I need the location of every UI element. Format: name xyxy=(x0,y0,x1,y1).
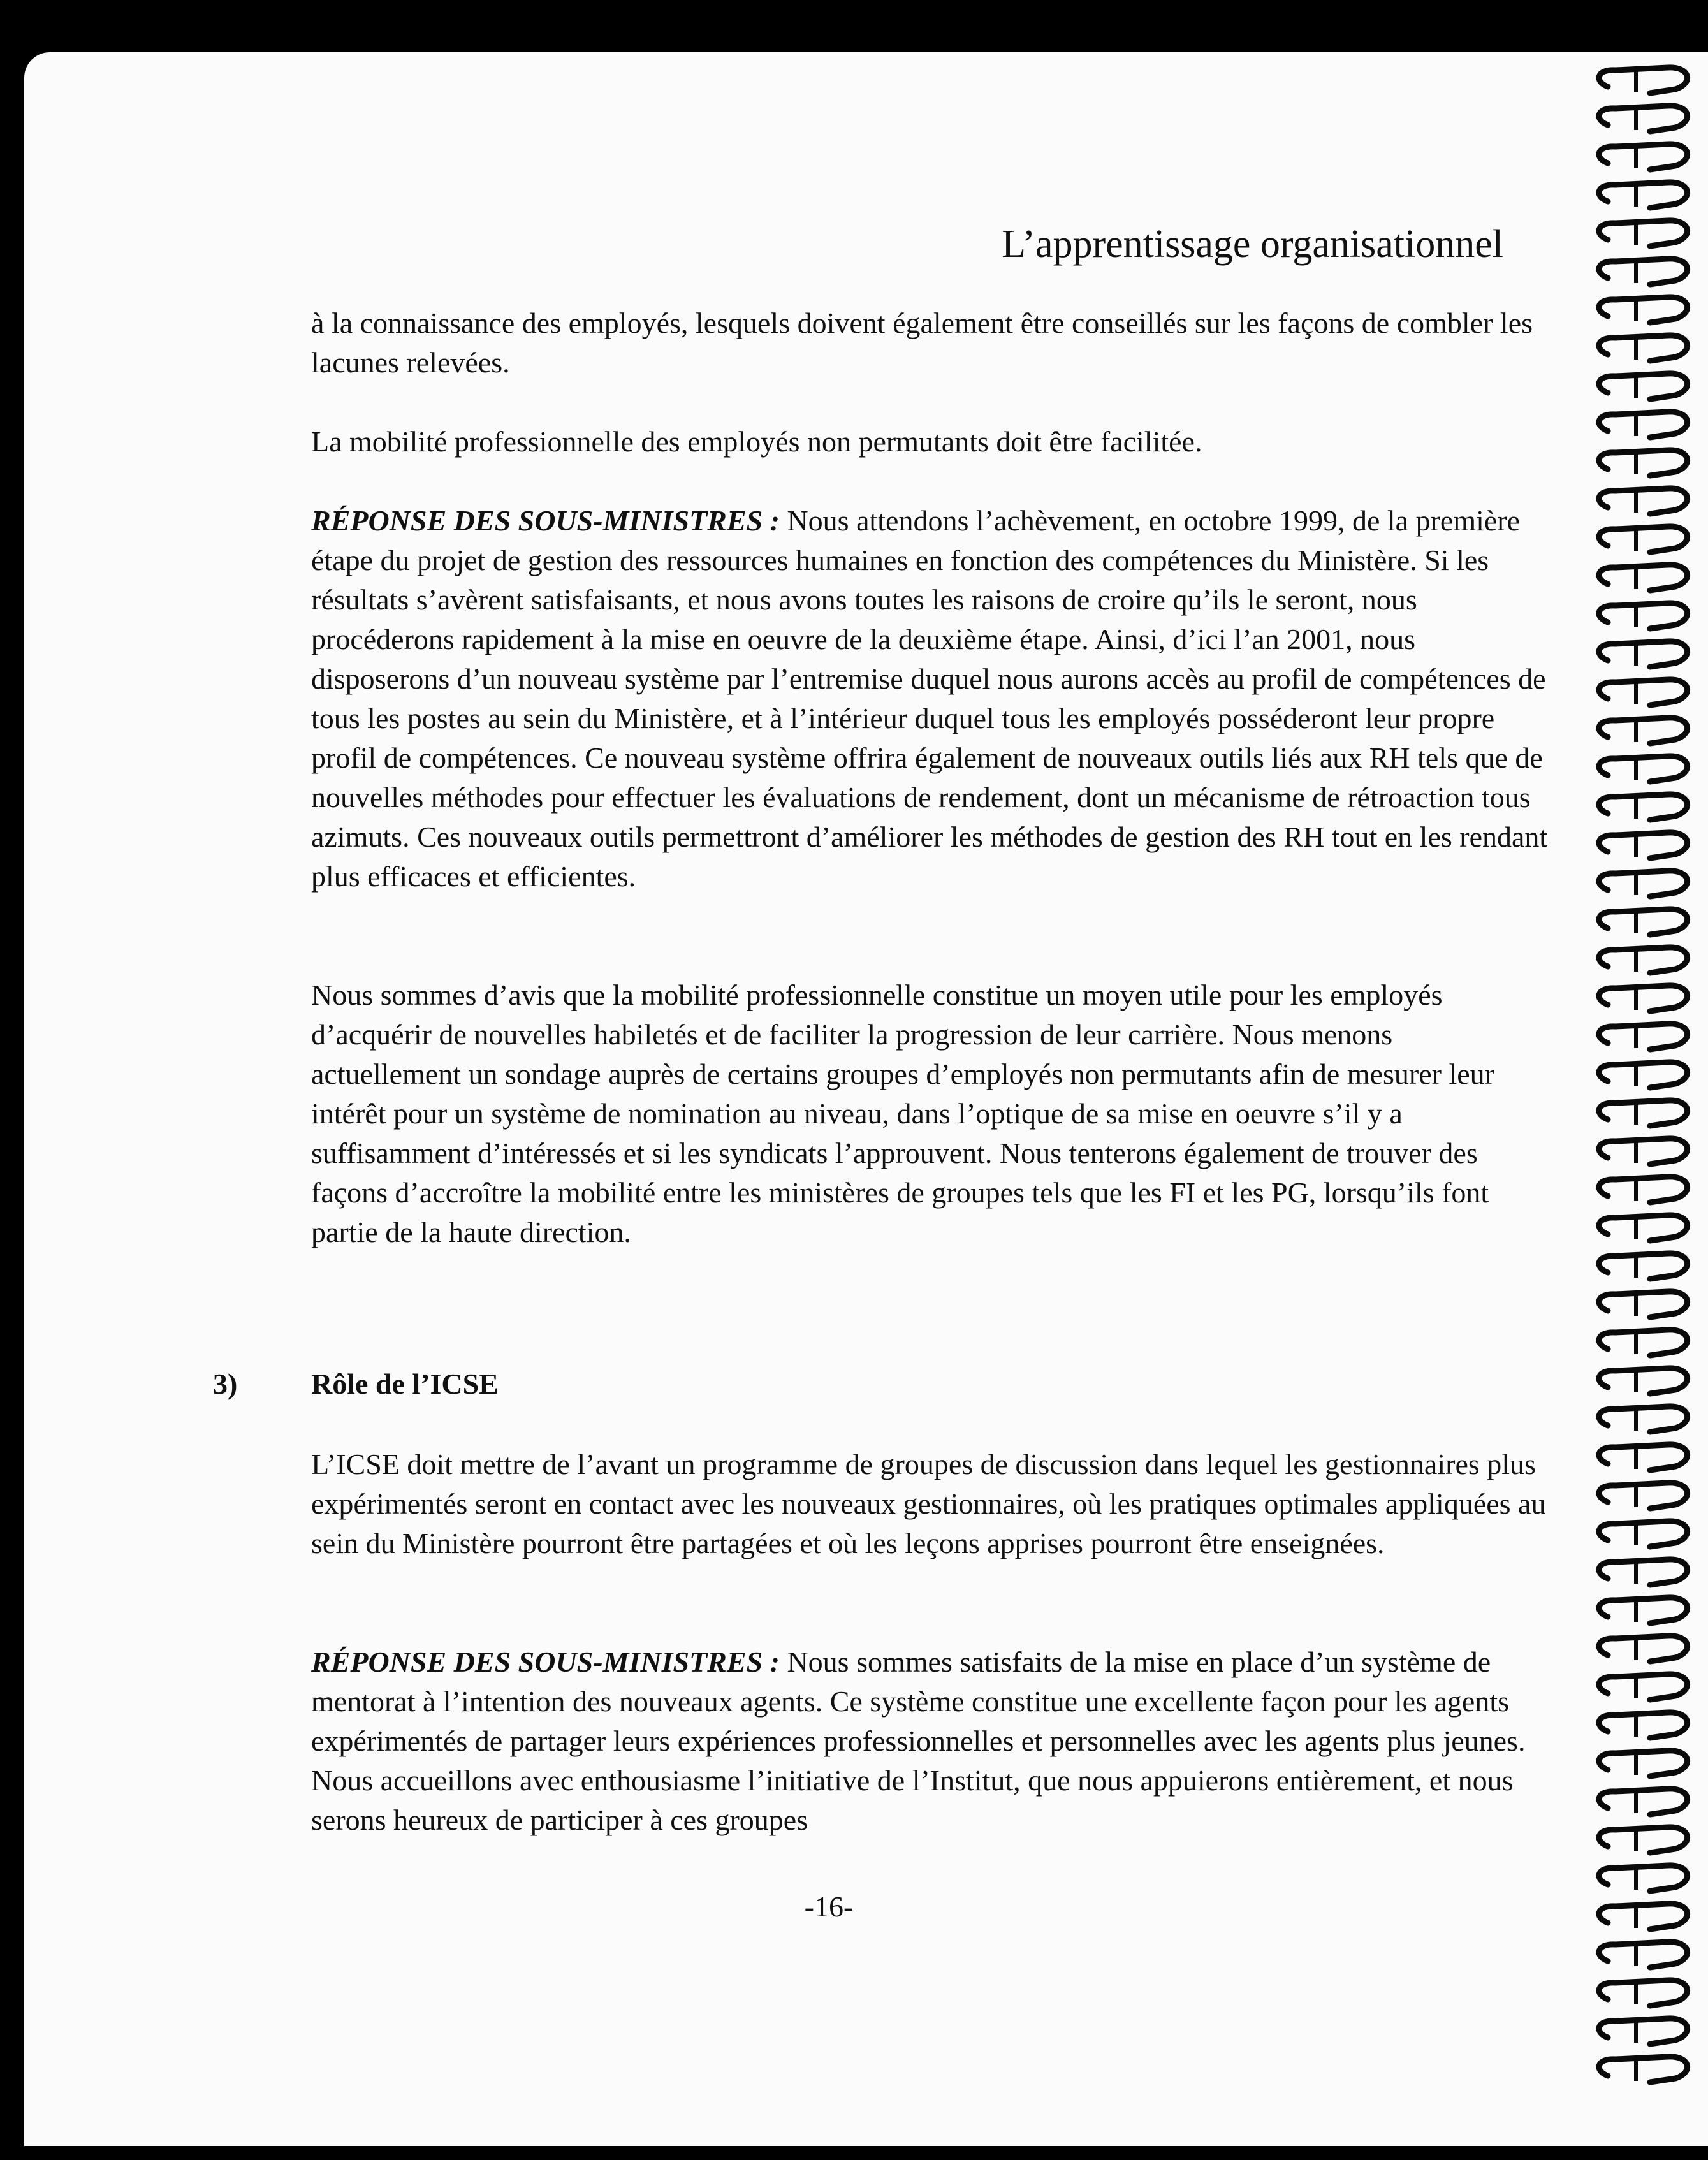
binding-coil xyxy=(1599,527,1688,552)
binding-coil xyxy=(1599,641,1688,667)
binding-coil xyxy=(1599,1330,1688,1355)
response-label: RÉPONSE DES SOUS-MINISTRES : xyxy=(311,504,780,537)
binding-coil xyxy=(1599,1445,1688,1470)
binding-coil xyxy=(1599,833,1688,858)
binding-coil xyxy=(1599,909,1688,935)
page-number: -16- xyxy=(804,1890,854,1923)
response-text: Nous attendons l’achèvement, en octobre 1999, de la première étape du projet de gestion des ressources humaines en fonction des compétences du Ministère. Si les résultats s’avèrent satisfaisants, et nous avons toutes les raisons de croire qu’ils le seront, nous procéderons rapidement à la mise en oeuvre de la deuxième étape. Ainsi, d’ici l’an 2001, nous disposerons d’un nouveau système par l’entremise duquel nous aurons accès au profil de compétences de tous les postes au sein du Ministère, et à l’intérieur duquel tous les employés posséderont leur propre profil de compétences. Ce nouveau système offrira également de nouveaux outils liés aux RH tels que de nouvelles méthodes pour effectuer les évaluations de rendement, dont un mécanisme de rétroaction tous azimuts. Ces nouveaux outils permettront d’améliorer les méthodes de gestion des RH tout en les rendant plus efficaces et efficientes. xyxy=(311,504,1548,893)
response-text: Nous sommes satisfaits de la mise en place d’un système de mentorat à l’intention des nouveaux agents. Ce système constitue une excellente façon pour les agents expérimentés de partager leurs expériences professionnelles et personnelles avec les agents plus jeunes. Nous accueillons avec enthousiasme l’initiative de l’Institut, que nous appuierons entièrement, et nous serons heureux de participer à ces groupes xyxy=(311,1646,1526,1836)
binding-coil xyxy=(1599,182,1688,208)
binding-coil xyxy=(1599,1215,1688,1241)
binding-coil xyxy=(1599,106,1688,131)
binding-coil xyxy=(1599,1827,1688,1853)
binding-coil xyxy=(1599,1521,1688,1547)
binding-coil xyxy=(1599,680,1688,705)
binding-coil xyxy=(1599,68,1688,93)
binding-coil xyxy=(1599,947,1688,973)
binding-coil xyxy=(1599,603,1688,629)
binding-coil xyxy=(1599,144,1688,170)
binding-coil xyxy=(1599,1024,1688,1049)
binding-coil xyxy=(1599,1177,1688,1202)
binding-coil xyxy=(1599,1674,1688,1700)
binding-coil xyxy=(1599,1368,1688,1394)
binding-coil xyxy=(1599,871,1688,896)
binding-coil xyxy=(1599,374,1688,399)
binding-coil xyxy=(1599,1636,1688,1661)
binding-coil xyxy=(1599,1100,1688,1126)
binding-coil xyxy=(1599,450,1688,476)
binding-coil xyxy=(1599,986,1688,1011)
binding-coil xyxy=(1599,488,1688,514)
paragraph-recommendation-mobility: La mobilité professionnelle des employés non permutants doit être facilitée. xyxy=(311,425,1202,458)
binding-coil xyxy=(1599,259,1688,284)
binding-coil xyxy=(1599,1406,1688,1432)
binding-coil xyxy=(1599,1253,1688,1279)
paragraph-intro: à la connaissance des employés, lesquels doivent également être conseillés sur les façons de combler les lacunes relevées. xyxy=(311,307,1533,379)
binding-coil xyxy=(1599,1712,1688,1738)
binding-coil xyxy=(1599,297,1688,323)
paragraph-recommendation-icse: L’ICSE doit mettre de l’avant un programme de groupes de discussion dans lequel les gestionnaires plus expérimentés seront en contact avec les nouveaux gestionnaires, où les pratiques optimales appliquées au sein du Ministère pourront être partagées et où les leçons apprises pourront être enseignées. xyxy=(311,1448,1546,1559)
binding-coil xyxy=(1599,1904,1688,1929)
scan-bottom-edge xyxy=(0,2146,1708,2160)
running-head: L’apprentissage organisationnel xyxy=(1002,223,1503,266)
binding-coil xyxy=(1599,335,1688,361)
section-number: 3) xyxy=(213,1368,238,1400)
binding-coil xyxy=(1599,1942,1688,1967)
binding-coil xyxy=(1599,1139,1688,1164)
binding-coil xyxy=(1599,2018,1688,2044)
binding-coil xyxy=(1599,756,1688,782)
binding-coil xyxy=(1599,565,1688,590)
paragraph-response-1 xyxy=(311,501,1548,896)
spiral-binding-icon xyxy=(1594,57,1708,2123)
binding-coil xyxy=(1599,412,1688,437)
binding-coil xyxy=(1599,1980,1688,2006)
section-title: Rôle de l’ICSE xyxy=(311,1368,499,1400)
binding-coil xyxy=(1599,2057,1688,2082)
paragraph-response-2 xyxy=(311,1642,1548,1840)
binding-coil xyxy=(1599,718,1688,743)
binding-coil xyxy=(1599,1559,1688,1585)
binding-coil xyxy=(1599,1598,1688,1623)
binding-coil xyxy=(1599,1483,1688,1508)
binding-coil xyxy=(1599,1751,1688,1776)
binding-coil xyxy=(1599,1865,1688,1891)
response-label: RÉPONSE DES SOUS-MINISTRES : xyxy=(311,1646,780,1678)
binding-coil xyxy=(1599,1789,1688,1814)
binding-coil xyxy=(1599,1062,1688,1088)
paragraph-mobility-opinion: Nous sommes d’avis que la mobilité professionnelle constitue un moyen utile pour les employés d’acquérir de nouvelles habiletés et de faciliter la progression de leur carrière. Nous menons actuellement un sondage auprès de certains groupes d’employés non permutants afin de mesurer leur intérêt pour un système de nomination au niveau, dans l’optique de sa mise en oeuvre s’il y a suffisamment d’intéressés et si les syndicats l’approuvent. Nous tenterons également de trouver des façons d’accroître la mobilité entre les ministères de groupes tels que les FI et les PG, lorsqu’ils font partie de la haute direction. xyxy=(311,979,1494,1248)
binding-coil xyxy=(1599,1292,1688,1317)
binding-coil xyxy=(1599,221,1688,246)
binding-coil xyxy=(1599,794,1688,820)
